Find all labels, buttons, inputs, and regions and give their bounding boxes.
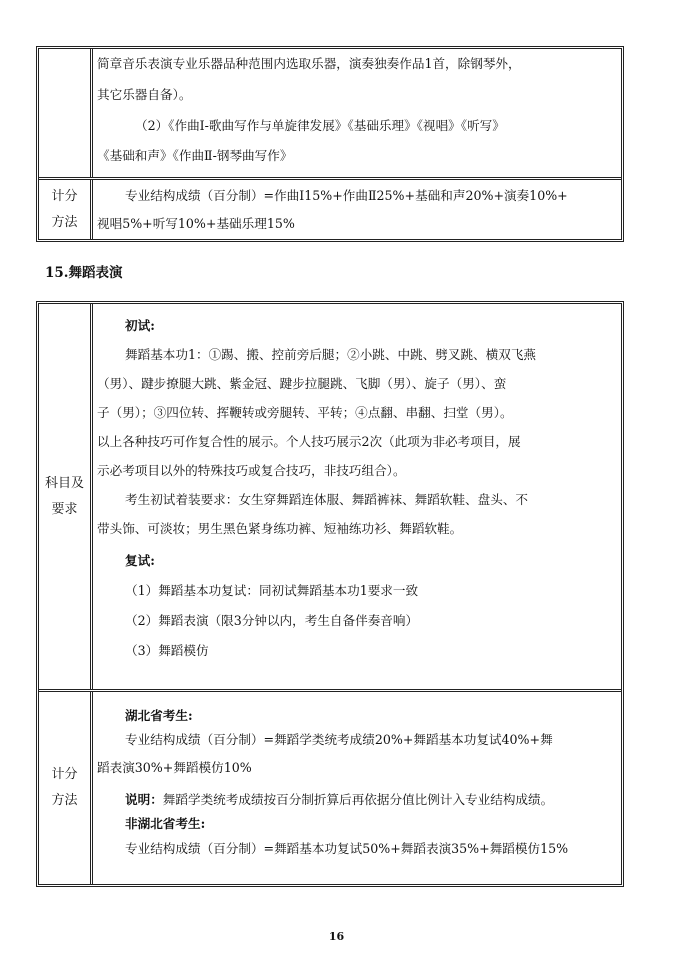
label-line: 要求 [51,501,78,517]
note-text: 舞蹈学类统考成绩按百分制折算后再依据分值比例计入专业结构成绩。 [162,792,554,807]
text-line: 舞蹈基本功1：①踢、搬、控前旁后腿；②小跳、中跳、劈叉跳、横双飞燕 [125,347,537,362]
text-line [125,790,618,810]
content-row [39,49,621,178]
text-line: 其它乐器自备）。 [97,87,192,102]
text-line: 考生初试着装要求：女生穿舞蹈连体服、舞蹈裤袜、舞蹈软鞋、盘头、不 [125,492,528,507]
subheading: 非湖北省考生: [125,816,206,831]
text-line: 视唱5%+听写10%+基础乐理15% [97,216,295,231]
text-line: （3）舞蹈模仿 [125,643,209,658]
requirements-label-cell [39,304,93,689]
text-line: 子（男）；③四位转、挥鞭转或旁腿转、平转；④点翻、串翻、扫堂（男）。 [97,405,513,420]
text-line: 专业结构成绩（百分制）=舞蹈学类统考成绩20%+舞蹈基本功复试40%+舞 [125,732,553,747]
subheading: 复试: [125,553,155,568]
note-label: 说明： [125,792,163,807]
content-cell [93,49,621,178]
score-cell [93,692,621,884]
text-line: 《基础和声》《作曲Ⅱ-钢琴曲写作》 [97,148,293,163]
text-line: 带头饰、可淡妆；男生黑色紧身练功裤、短袖练功衫、舞蹈软鞋。 [97,521,463,536]
label-line: 计分 [51,767,78,782]
label-line: 方法 [51,793,78,808]
label-line: 计分 [51,188,78,204]
text-line: 简章音乐表演专业乐器品种范围内选取乐器，演奏独奏作品1首，除钢琴外， [97,56,521,71]
label-line: 方法 [51,214,78,230]
text-line: 专业结构成绩（百分制）=舞蹈基本功复试50%+舞蹈表演35%+舞蹈模仿15% [125,841,569,856]
score-cell [93,180,621,239]
text-line: （2）《作曲Ⅰ-歌曲写作与单旋律发展》《基础乐理》《视唱》《听写》 [135,118,505,133]
text-line: 以上各种技巧可作复合性的展示。个人技巧展示2次（此项为非必考项目，展 [97,434,521,449]
requirements-cell [93,304,621,689]
page-number: 16 [328,930,345,943]
label-line: 科目及 [44,475,84,491]
subheading: 湖北省考生: [125,708,193,723]
subheading: 初试: [125,318,155,333]
score-row [39,180,621,239]
score-label-cell [39,180,93,239]
text-line: （男）、踺步撩腿大跳、紫金冠、踺步拉腿跳、飞脚（男）、旋子（男）、蛮 [97,376,507,391]
score-label-cell [39,692,93,884]
text-line: 示必考项目以外的特殊技巧或复合技巧，非技巧组合）。 [97,463,406,478]
empty-label-cell [39,49,93,178]
table-music [36,46,624,242]
requirements-row [39,304,621,689]
section-title: 15.舞蹈表演 [45,265,123,281]
text-line: 蹈表演30%+舞蹈模仿10% [97,760,252,775]
text-line: （2）舞蹈表演（限3分钟以内，考生自备伴奏音响） [125,613,419,628]
text-line: （1）舞蹈基本功复试：同初试舞蹈基本功1要求一致 [125,583,419,598]
text-line: 专业结构成绩（百分制）=作曲Ⅰ15%+作曲Ⅱ25%+基础和声20%+演奏10%+ [125,188,568,203]
table-dance [36,301,624,887]
score-row [39,692,621,884]
